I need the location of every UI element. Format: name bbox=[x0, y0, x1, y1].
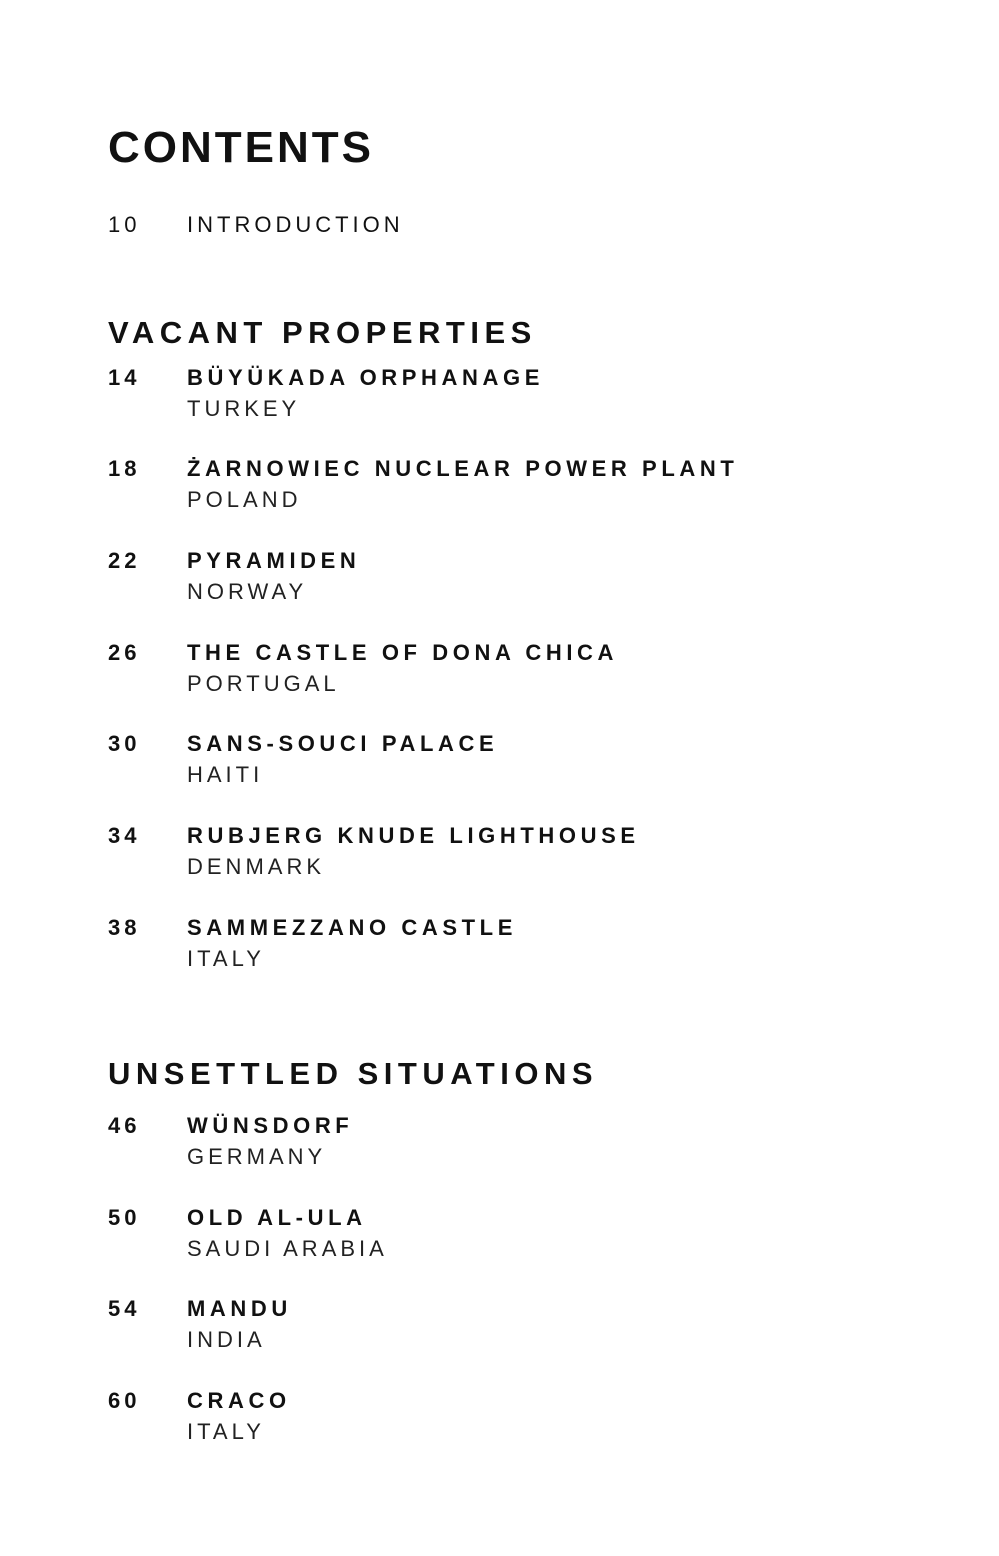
entry-title: BÜYÜKADA ORPHANAGE bbox=[187, 365, 544, 390]
page-number: 18 bbox=[108, 456, 141, 481]
entry-title: RUBJERG KNUDE LIGHTHOUSE bbox=[187, 823, 640, 848]
toc-entry[interactable] bbox=[108, 822, 928, 888]
page-number: 22 bbox=[108, 548, 141, 573]
toc-entry[interactable] bbox=[108, 730, 928, 796]
entry-title: MANDU bbox=[187, 1296, 292, 1321]
page-number: 10 bbox=[108, 212, 141, 237]
entry-country: ITALY bbox=[187, 946, 265, 971]
entry-country: GERMANY bbox=[187, 1144, 327, 1169]
toc-entry[interactable] bbox=[108, 547, 928, 613]
page-number: 50 bbox=[108, 1205, 141, 1230]
entry-title: SAMMEZZANO CASTLE bbox=[187, 915, 517, 940]
entry-country: SAUDI ARABIA bbox=[187, 1236, 388, 1261]
entry-title: SANS-SOUCI PALACE bbox=[187, 731, 499, 756]
toc-entry[interactable] bbox=[108, 455, 928, 521]
entry-country: DENMARK bbox=[187, 854, 326, 879]
entry-country: HAITI bbox=[187, 762, 264, 787]
entry-title: PYRAMIDEN bbox=[187, 548, 361, 573]
entry-title: INTRODUCTION bbox=[187, 212, 404, 237]
page-number: 54 bbox=[108, 1296, 141, 1321]
entry-country: NORWAY bbox=[187, 579, 308, 604]
page-number: 34 bbox=[108, 823, 141, 848]
toc-entry[interactable] bbox=[108, 364, 928, 430]
toc-entry[interactable] bbox=[108, 914, 928, 980]
entry-country: PORTUGAL bbox=[187, 671, 340, 696]
entry-title: THE CASTLE OF DONA CHICA bbox=[187, 640, 619, 665]
toc-entry[interactable] bbox=[108, 1112, 928, 1178]
entry-country: INDIA bbox=[187, 1327, 266, 1352]
entry-country: TURKEY bbox=[187, 396, 301, 421]
toc-entry[interactable] bbox=[108, 1295, 928, 1361]
page-number: 46 bbox=[108, 1113, 141, 1138]
entry-title: WÜNSDORF bbox=[187, 1113, 354, 1138]
entry-country: POLAND bbox=[187, 487, 302, 512]
page-number: 26 bbox=[108, 640, 141, 665]
entry-title: ŻARNOWIEC NUCLEAR POWER PLANT bbox=[187, 456, 739, 481]
toc-entry[interactable] bbox=[108, 1387, 928, 1453]
section-heading-unsettled-situations: UNSETTLED SITUATIONS bbox=[108, 1056, 599, 1091]
page-number: 30 bbox=[108, 731, 141, 756]
entry-title: CRACO bbox=[187, 1388, 291, 1413]
toc-entry[interactable] bbox=[108, 639, 928, 705]
toc-entry[interactable] bbox=[108, 1204, 928, 1270]
page-number: 60 bbox=[108, 1388, 141, 1413]
page-title: CONTENTS bbox=[108, 123, 374, 172]
section-heading-vacant-properties: VACANT PROPERTIES bbox=[108, 315, 537, 350]
entry-country: ITALY bbox=[187, 1419, 265, 1444]
entry-title: OLD AL-ULA bbox=[187, 1205, 367, 1230]
page-number: 14 bbox=[108, 365, 141, 390]
page-number: 38 bbox=[108, 915, 141, 940]
